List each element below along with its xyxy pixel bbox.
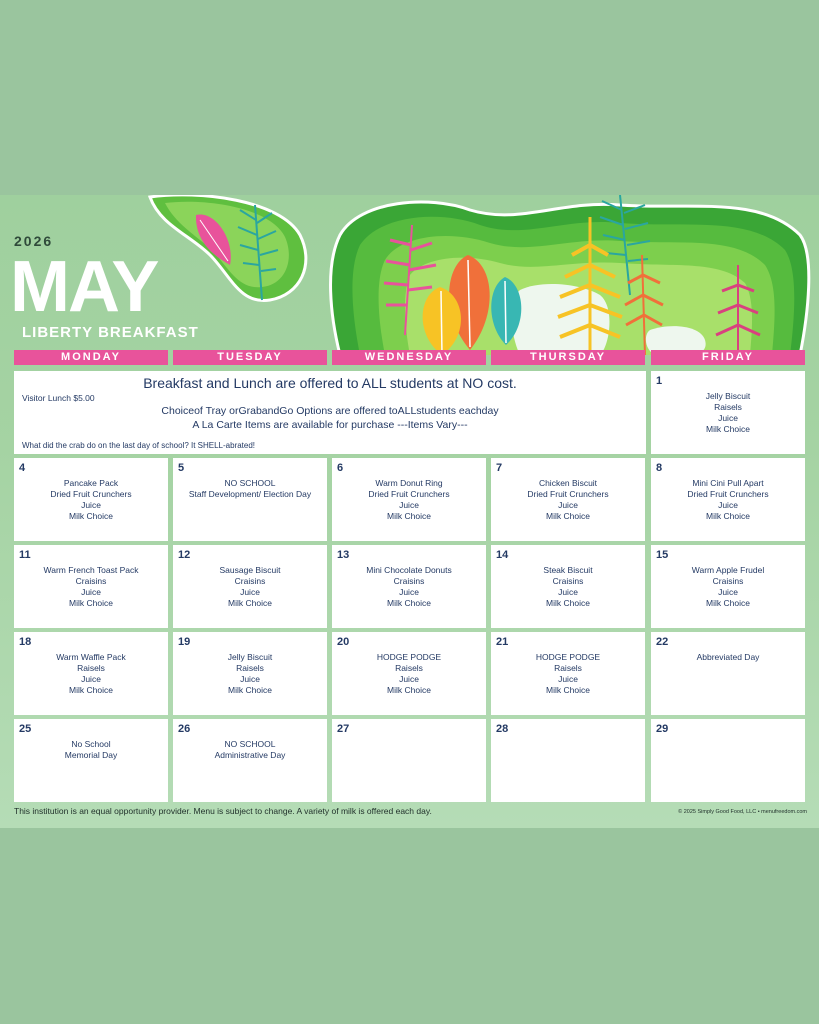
- day-number: 11: [19, 549, 31, 561]
- menu-item: Warm Waffle Pack: [56, 652, 126, 662]
- day-number: 26: [178, 723, 191, 735]
- day-cell: [332, 458, 486, 541]
- day-cell: [651, 545, 805, 628]
- menu-item: Juice: [81, 674, 101, 684]
- footer-copyright: © 2025 Simply Good Food, LLC • menufreedom.com: [678, 809, 807, 815]
- menu-items: [14, 565, 168, 609]
- menu-items: [491, 478, 645, 522]
- day-number: 14: [496, 549, 509, 561]
- footer-disclaimer: This institution is an equal opportunity provider. Menu is subject to change. A variety of milk is offered each day.: [14, 806, 432, 816]
- menu-item: Craisins: [75, 576, 107, 586]
- menu-items: [491, 565, 645, 609]
- menu-item: Raisels: [554, 663, 582, 673]
- menu-items: [332, 565, 486, 609]
- menu-items: [14, 478, 168, 522]
- day-cell: [651, 458, 805, 541]
- menu-item: HODGE PODGE: [376, 652, 442, 662]
- day-number: 12: [178, 549, 191, 561]
- menu-item: Milk Choice: [546, 511, 590, 521]
- day-cell: [14, 632, 168, 715]
- menu-item: Milk Choice: [228, 685, 272, 695]
- menu-item: Raisels: [236, 663, 264, 673]
- menu-item: Mini Cini Pull Apart: [692, 478, 764, 488]
- day-number: 21: [496, 636, 509, 648]
- day-number: 28: [496, 723, 509, 735]
- menu-item: Juice: [240, 587, 260, 597]
- banner-title: Breakfast and Lunch are offered to ALL students at NO cost.: [143, 375, 517, 391]
- menu-items: [651, 391, 805, 435]
- day-number: 8: [656, 462, 663, 474]
- menu-items: [173, 478, 327, 500]
- menu-item: Sausage Biscuit: [219, 565, 281, 575]
- menu-items: [173, 652, 327, 696]
- menu-items: [332, 652, 486, 696]
- menu-item: Milk Choice: [706, 598, 750, 608]
- menu-item: Jelly Biscuit: [705, 391, 751, 401]
- menu-item: Staff Development/ Election Day: [188, 489, 312, 499]
- day-cell: [173, 458, 327, 541]
- menu-item: Juice: [81, 587, 101, 597]
- menu-item: Memorial Day: [64, 750, 118, 760]
- info-banner: [14, 371, 646, 454]
- menu-item: Milk Choice: [69, 685, 113, 695]
- day-number: 15: [656, 549, 669, 561]
- banner-joke: What did the crab do on the last day of school? It SHELL-abrated!: [22, 441, 256, 450]
- menu-item: Juice: [558, 674, 578, 684]
- day-header-tuesday: TUESDAY: [173, 350, 327, 365]
- menu-items: [651, 565, 805, 609]
- menu-item: Milk Choice: [546, 685, 590, 695]
- menu-item: Milk Choice: [387, 511, 431, 521]
- day-cell: [14, 545, 168, 628]
- menu-item: Juice: [558, 587, 578, 597]
- menu-item: Mini Chocolate Donuts: [366, 565, 452, 575]
- menu-item: Steak Biscuit: [543, 565, 593, 575]
- day-number: 20: [337, 636, 350, 648]
- menu-item: Milk Choice: [546, 598, 590, 608]
- day-header-thursday: THURSDAY: [491, 350, 645, 365]
- menu-item: Dried Fruit Crunchers: [50, 489, 132, 499]
- menu-item: Milk Choice: [706, 511, 750, 521]
- day-cell: [173, 719, 327, 802]
- menu-item: Chicken Biscuit: [538, 478, 598, 488]
- menu-item: Milk Choice: [706, 424, 750, 434]
- day-number: 25: [19, 723, 32, 735]
- menu-item: Jelly Biscuit: [227, 652, 273, 662]
- day-header-friday: FRIDAY: [651, 350, 805, 365]
- menu-item: Dried Fruit Crunchers: [687, 489, 769, 499]
- menu-items: [14, 652, 168, 696]
- menu-item: Juice: [718, 500, 738, 510]
- day-cell: [14, 719, 168, 802]
- banner-line: Choiceof Tray orGrabandGo Options are offered toALLstudents eachday: [161, 405, 499, 417]
- menu-subtitle: LIBERTY BREAKFAST: [22, 324, 199, 341]
- day-number: 18: [19, 636, 32, 648]
- day-cell: [332, 632, 486, 715]
- menu-item: Juice: [399, 674, 419, 684]
- menu-item: Milk Choice: [387, 598, 431, 608]
- menu-item: Craisins: [234, 576, 266, 586]
- menu-item: Raisels: [714, 402, 742, 412]
- menu-item: Juice: [718, 413, 738, 423]
- menu-item: Dried Fruit Crunchers: [368, 489, 450, 499]
- menu-item: Milk Choice: [69, 598, 113, 608]
- menu-item: Warm Apple Frudel: [691, 565, 765, 575]
- menu-item: Milk Choice: [228, 598, 272, 608]
- menu-items: [332, 478, 486, 522]
- menu-item: NO SCHOOL: [224, 478, 276, 488]
- banner-line: A La Carte Items are available for purchase ---Items Vary---: [192, 419, 468, 431]
- day-cell: [332, 719, 486, 802]
- menu-item: Juice: [240, 674, 260, 684]
- menu-item: No School: [71, 739, 111, 749]
- day-cell: [491, 458, 645, 541]
- menu-item: Raisels: [395, 663, 423, 673]
- menu-item: Warm French Toast Pack: [43, 565, 139, 575]
- menu-item: NO SCHOOL: [224, 739, 276, 749]
- day-number: 7: [496, 462, 503, 474]
- day-number: 13: [337, 549, 350, 561]
- menu-items: [491, 652, 645, 696]
- menu-item: Abbreviated Day: [696, 652, 760, 662]
- visitor-price: Visitor Lunch $5.00: [22, 393, 95, 403]
- menu-item: Craisins: [712, 576, 744, 586]
- menu-item: Craisins: [393, 576, 425, 586]
- day-cell: [173, 632, 327, 715]
- menu-items: [651, 478, 805, 522]
- menu-item: Administrative Day: [214, 750, 286, 760]
- day-cell: [332, 545, 486, 628]
- day-number: 6: [337, 462, 344, 474]
- menu-item: Milk Choice: [387, 685, 431, 695]
- day-cell: [651, 719, 805, 802]
- day-number: 22: [656, 636, 669, 648]
- menu-items: [173, 565, 327, 609]
- menu-item: Juice: [718, 587, 738, 597]
- menu-items: [173, 739, 327, 761]
- day-number: 19: [178, 636, 191, 648]
- menu-item: Raisels: [77, 663, 105, 673]
- day-cell: [14, 458, 168, 541]
- menu-item: Warm Donut Ring: [375, 478, 443, 488]
- day-cell: [491, 545, 645, 628]
- menu-item: Juice: [399, 587, 419, 597]
- menu-items: [14, 739, 168, 761]
- day-cell: [651, 632, 805, 715]
- menu-items: [651, 652, 805, 663]
- day-cell: [491, 719, 645, 802]
- menu-item: Juice: [399, 500, 419, 510]
- day-header-monday: MONDAY: [14, 350, 168, 365]
- day-cell: [651, 371, 805, 454]
- day-number: 27: [337, 723, 350, 735]
- day-number: 29: [656, 723, 669, 735]
- month-title: MAY: [10, 247, 158, 327]
- menu-item: Juice: [558, 500, 578, 510]
- menu-calendar: [0, 195, 819, 828]
- day-number: 5: [178, 462, 185, 474]
- menu-item: Pancake Pack: [63, 478, 119, 488]
- day-number: 1: [656, 375, 663, 387]
- year-label: 2026: [14, 233, 54, 249]
- day-header-wednesday: WEDNESDAY: [332, 350, 486, 365]
- day-cell: [491, 632, 645, 715]
- day-number: 4: [19, 462, 26, 474]
- day-cell: [173, 545, 327, 628]
- menu-item: HODGE PODGE: [535, 652, 601, 662]
- menu-item: Craisins: [552, 576, 584, 586]
- menu-item: Dried Fruit Crunchers: [527, 489, 609, 499]
- menu-item: Juice: [81, 500, 101, 510]
- menu-item: Milk Choice: [69, 511, 113, 521]
